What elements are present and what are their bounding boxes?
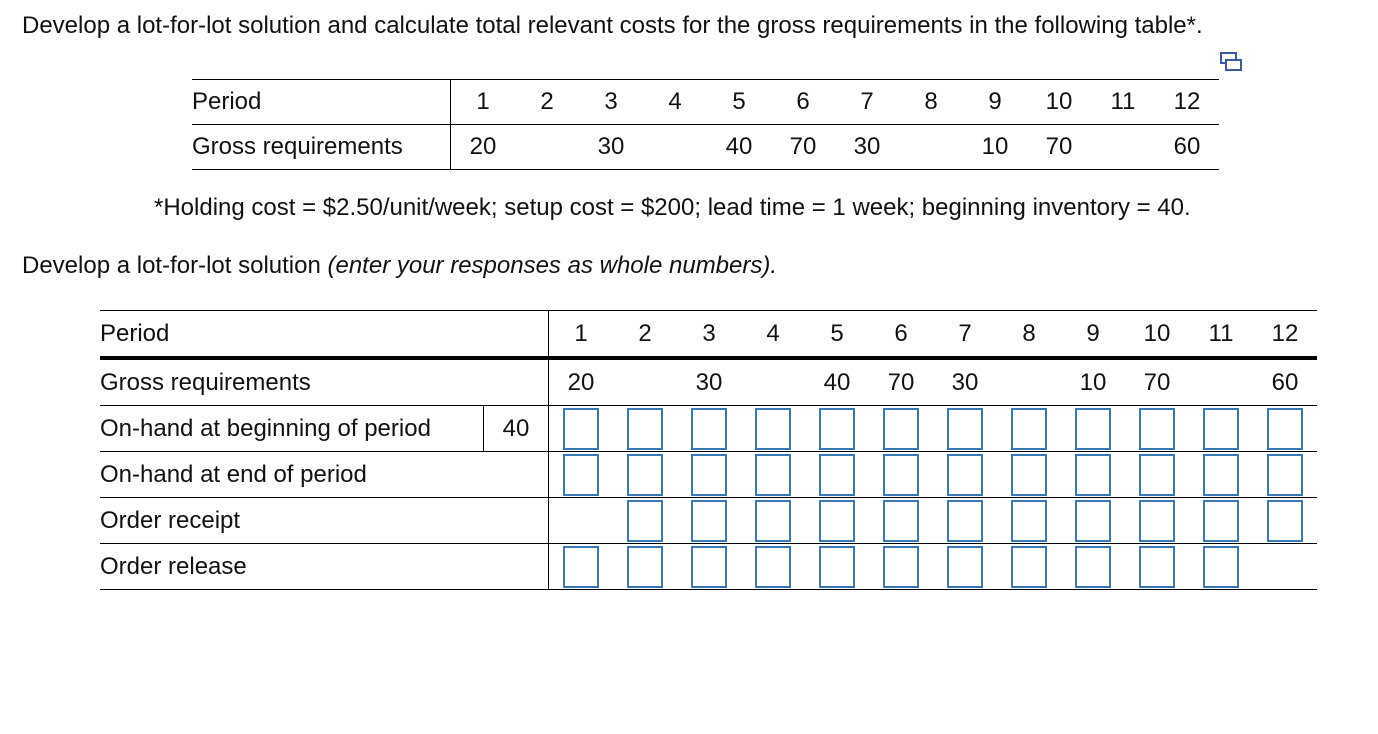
- order-receipt-input[interactable]: [691, 500, 727, 542]
- on-hand-begin-input[interactable]: [1203, 408, 1239, 450]
- period-cell: 9: [1061, 311, 1125, 359]
- order-release-input[interactable]: [755, 546, 791, 588]
- gross-cell: 60: [1253, 358, 1317, 406]
- beginning-inventory-value: 40: [484, 406, 549, 452]
- on-hand-end-input[interactable]: [691, 454, 727, 496]
- given-period-label: Period: [192, 80, 451, 125]
- on-hand-begin-input[interactable]: [1011, 408, 1047, 450]
- given-gross-cell: 10: [963, 125, 1027, 170]
- gross-cell: 70: [1125, 358, 1189, 406]
- order-receipt-input[interactable]: [755, 500, 791, 542]
- order-receipt-input[interactable]: [1075, 500, 1111, 542]
- period-label: Period: [100, 311, 484, 359]
- given-gross-label: Gross requirements: [192, 125, 451, 170]
- gross-cell: 10: [1061, 358, 1125, 406]
- given-gross-cell: 40: [707, 125, 771, 170]
- order-release-input[interactable]: [1139, 546, 1175, 588]
- order-receipt-input[interactable]: [883, 500, 919, 542]
- order-receipt-input[interactable]: [1267, 500, 1303, 542]
- on-hand-end-input[interactable]: [1267, 454, 1303, 496]
- order-release-input[interactable]: [1075, 546, 1111, 588]
- instruction-text: [22, 252, 777, 280]
- given-period-cell: 11: [1091, 80, 1155, 125]
- given-gross-cell: 20: [451, 125, 516, 170]
- on-hand-end-input[interactable]: [627, 454, 663, 496]
- order-release-blank: [1253, 544, 1317, 590]
- on-hand-end-input[interactable]: [819, 454, 855, 496]
- on-hand-end-input[interactable]: [883, 454, 919, 496]
- given-period-cell: 9: [963, 80, 1027, 125]
- order-release-input[interactable]: [883, 546, 919, 588]
- given-period-cell: 7: [835, 80, 899, 125]
- beginning-blank: [484, 544, 549, 590]
- on-hand-end-row: [100, 452, 1317, 498]
- period-cell: 8: [997, 311, 1061, 359]
- order-receipt-blank: [549, 498, 614, 544]
- on-hand-begin-row: [100, 406, 1317, 452]
- beginning-blank: [484, 498, 549, 544]
- given-gross-cell: 30: [579, 125, 643, 170]
- gross-cell: 20: [549, 358, 614, 406]
- lot-for-lot-solution-table: [100, 310, 1317, 590]
- cost-footnote: *Holding cost = $2.50/unit/week; setup cost = $200; lead time = 1 week; beginning inventory = 40.: [154, 194, 1191, 221]
- question-prompt: Develop a lot-for-lot solution and calculate total relevant costs for the gross requirements in the following table*.: [22, 12, 1203, 39]
- period-cell: 12: [1253, 311, 1317, 359]
- period-cell: 6: [869, 311, 933, 359]
- given-requirements-table: [192, 79, 1219, 170]
- given-period-cell: 5: [707, 80, 771, 125]
- on-hand-begin-input[interactable]: [1267, 408, 1303, 450]
- beginning-blank: [484, 358, 549, 406]
- given-gross-cell: [1091, 125, 1155, 170]
- given-period-cell: 3: [579, 80, 643, 125]
- copy-table-icon[interactable]: [1220, 52, 1242, 72]
- given-period-cell: 2: [515, 80, 579, 125]
- solution-gross-row: [100, 358, 1317, 406]
- on-hand-end-input[interactable]: [1139, 454, 1175, 496]
- on-hand-end-input[interactable]: [563, 454, 599, 496]
- order-receipt-input[interactable]: [1139, 500, 1175, 542]
- given-gross-row: [192, 125, 1219, 170]
- given-gross-cell: [643, 125, 707, 170]
- order-receipt-row: [100, 498, 1317, 544]
- gross-cell: [1189, 358, 1253, 406]
- on-hand-begin-input[interactable]: [563, 408, 599, 450]
- order-release-input[interactable]: [1011, 546, 1047, 588]
- gross-cell: [613, 358, 677, 406]
- order-receipt-input[interactable]: [627, 500, 663, 542]
- gross-cell: 30: [677, 358, 741, 406]
- period-cell: 11: [1189, 311, 1253, 359]
- period-cell: 7: [933, 311, 997, 359]
- order-release-input[interactable]: [563, 546, 599, 588]
- given-gross-cell: 30: [835, 125, 899, 170]
- gross-cell: 40: [805, 358, 869, 406]
- period-cell: 10: [1125, 311, 1189, 359]
- order-release-label: Order release: [100, 544, 484, 590]
- order-receipt-input[interactable]: [1203, 500, 1239, 542]
- period-cell: 1: [549, 311, 614, 359]
- given-gross-cell: [899, 125, 963, 170]
- on-hand-end-input[interactable]: [1011, 454, 1047, 496]
- on-hand-begin-label: On-hand at beginning of period: [100, 406, 484, 452]
- order-release-input[interactable]: [691, 546, 727, 588]
- instruction-italic: (enter your responses as whole numbers).: [327, 252, 778, 279]
- beginning-blank: [484, 311, 549, 359]
- given-period-cell: 8: [899, 80, 963, 125]
- order-receipt-input[interactable]: [819, 500, 855, 542]
- given-period-cell: 1: [451, 80, 516, 125]
- on-hand-begin-input[interactable]: [691, 408, 727, 450]
- beginning-blank: [484, 452, 549, 498]
- period-cell: 5: [805, 311, 869, 359]
- on-hand-begin-input[interactable]: [883, 408, 919, 450]
- given-period-cell: 10: [1027, 80, 1091, 125]
- period-cell: 2: [613, 311, 677, 359]
- on-hand-end-input[interactable]: [947, 454, 983, 496]
- order-release-input[interactable]: [1203, 546, 1239, 588]
- on-hand-begin-input[interactable]: [627, 408, 663, 450]
- on-hand-begin-input[interactable]: [819, 408, 855, 450]
- order-release-input[interactable]: [819, 546, 855, 588]
- gross-cell: [741, 358, 805, 406]
- on-hand-begin-input[interactable]: [1075, 408, 1111, 450]
- given-gross-cell: 70: [771, 125, 835, 170]
- on-hand-begin-input[interactable]: [1139, 408, 1175, 450]
- given-gross-cell: 60: [1155, 125, 1219, 170]
- period-cell: 3: [677, 311, 741, 359]
- given-period-cell: 12: [1155, 80, 1219, 125]
- gross-cell: 70: [869, 358, 933, 406]
- solution-period-row: [100, 311, 1317, 359]
- order-release-input[interactable]: [627, 546, 663, 588]
- order-release-row: [100, 544, 1317, 590]
- period-cell: 4: [741, 311, 805, 359]
- given-gross-cell: 70: [1027, 125, 1091, 170]
- order-receipt-input[interactable]: [1011, 500, 1047, 542]
- order-release-input[interactable]: [947, 546, 983, 588]
- on-hand-end-input[interactable]: [1075, 454, 1111, 496]
- order-receipt-input[interactable]: [947, 500, 983, 542]
- on-hand-end-input[interactable]: [755, 454, 791, 496]
- order-receipt-label: Order receipt: [100, 498, 484, 544]
- instruction-main: Develop a lot-for-lot solution: [22, 252, 328, 279]
- given-period-cell: 6: [771, 80, 835, 125]
- gross-cell: [997, 358, 1061, 406]
- on-hand-end-input[interactable]: [1203, 454, 1239, 496]
- given-period-cell: 4: [643, 80, 707, 125]
- on-hand-begin-input[interactable]: [947, 408, 983, 450]
- gross-requirements-label: Gross requirements: [100, 358, 484, 406]
- on-hand-begin-input[interactable]: [755, 408, 791, 450]
- given-period-row: [192, 80, 1219, 125]
- on-hand-end-label: On-hand at end of period: [100, 452, 484, 498]
- gross-cell: 30: [933, 358, 997, 406]
- given-gross-cell: [515, 125, 579, 170]
